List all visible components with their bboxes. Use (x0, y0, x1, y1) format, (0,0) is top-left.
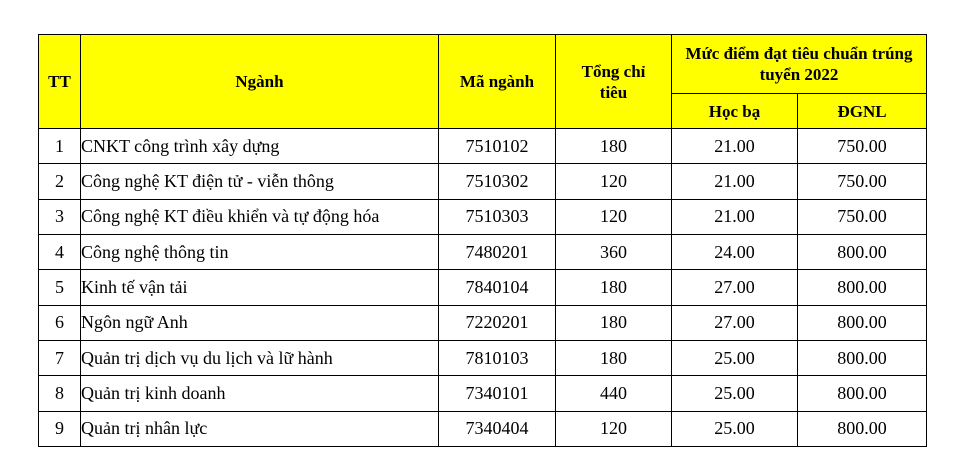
table-body (39, 129, 927, 447)
cell-tt: 6 (39, 305, 81, 340)
table-row (39, 270, 927, 305)
cell-tt: 7 (39, 340, 81, 375)
cell-nganh: Công nghệ thông tin (81, 234, 439, 269)
cell-chi-tieu: 440 (556, 376, 672, 411)
cell-ma-nganh: 7340101 (439, 376, 556, 411)
cell-ma-nganh: 7220201 (439, 305, 556, 340)
header-nganh: Ngành (81, 35, 439, 129)
cell-ma-nganh: 7340404 (439, 411, 556, 446)
table-row (39, 129, 927, 164)
cell-hoc-ba: 24.00 (672, 234, 798, 269)
cell-nganh: Quản trị dịch vụ du lịch và lữ hành (81, 340, 439, 375)
cell-chi-tieu: 180 (556, 270, 672, 305)
cell-ma-nganh: 7810103 (439, 340, 556, 375)
table-row (39, 199, 927, 234)
cell-dgnl: 800.00 (798, 411, 927, 446)
table-row (39, 376, 927, 411)
cell-dgnl: 800.00 (798, 305, 927, 340)
cell-hoc-ba: 21.00 (672, 199, 798, 234)
cell-hoc-ba: 25.00 (672, 340, 798, 375)
cell-chi-tieu: 180 (556, 129, 672, 164)
table-header (39, 35, 927, 129)
cell-hoc-ba: 21.00 (672, 164, 798, 199)
cell-chi-tieu: 180 (556, 305, 672, 340)
cell-tt: 3 (39, 199, 81, 234)
cell-nganh: CNKT công trình xây dựng (81, 129, 439, 164)
table-row (39, 411, 927, 446)
admissions-table (38, 34, 927, 447)
cell-nganh: Quản trị nhân lực (81, 411, 439, 446)
cell-ma-nganh: 7510102 (439, 129, 556, 164)
header-muc-diem: Mức điểm đạt tiêu chuẩn trúng tuyển 2022 (672, 35, 927, 94)
header-tt: TT (39, 35, 81, 129)
cell-tt: 9 (39, 411, 81, 446)
cell-chi-tieu: 120 (556, 199, 672, 234)
cell-chi-tieu: 180 (556, 340, 672, 375)
cell-hoc-ba: 27.00 (672, 305, 798, 340)
table-row (39, 234, 927, 269)
cell-tt: 8 (39, 376, 81, 411)
cell-tt: 2 (39, 164, 81, 199)
cell-ma-nganh: 7840104 (439, 270, 556, 305)
cell-nganh: Công nghệ KT điều khiển và tự động hóa (81, 199, 439, 234)
cell-ma-nganh: 7480201 (439, 234, 556, 269)
cell-tt: 1 (39, 129, 81, 164)
cell-dgnl: 800.00 (798, 270, 927, 305)
cell-dgnl: 750.00 (798, 129, 927, 164)
header-tong-chi-tieu: Tổng chỉ tiêu (556, 35, 672, 129)
header-ma-nganh: Mã ngành (439, 35, 556, 129)
cell-nganh: Công nghệ KT điện tử - viễn thông (81, 164, 439, 199)
cell-dgnl: 800.00 (798, 234, 927, 269)
cell-hoc-ba: 25.00 (672, 411, 798, 446)
cell-nganh: Ngôn ngữ Anh (81, 305, 439, 340)
cell-nganh: Kinh tế vận tải (81, 270, 439, 305)
cell-tt: 4 (39, 234, 81, 269)
header-dgnl: ĐGNL (798, 94, 927, 129)
cell-tt: 5 (39, 270, 81, 305)
cell-ma-nganh: 7510303 (439, 199, 556, 234)
table-row (39, 305, 927, 340)
cell-dgnl: 750.00 (798, 164, 927, 199)
cell-hoc-ba: 27.00 (672, 270, 798, 305)
table-row (39, 164, 927, 199)
table-row (39, 340, 927, 375)
cell-dgnl: 800.00 (798, 376, 927, 411)
cell-nganh: Quản trị kinh doanh (81, 376, 439, 411)
cell-hoc-ba: 25.00 (672, 376, 798, 411)
header-hoc-ba: Học bạ (672, 94, 798, 129)
cell-chi-tieu: 120 (556, 164, 672, 199)
cell-ma-nganh: 7510302 (439, 164, 556, 199)
cell-dgnl: 800.00 (798, 340, 927, 375)
cell-chi-tieu: 360 (556, 234, 672, 269)
cell-hoc-ba: 21.00 (672, 129, 798, 164)
cell-chi-tieu: 120 (556, 411, 672, 446)
cell-dgnl: 750.00 (798, 199, 927, 234)
